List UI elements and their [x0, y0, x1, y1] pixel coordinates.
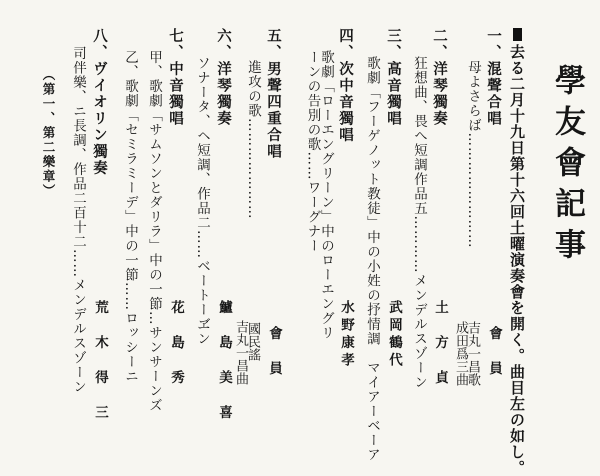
program-item-1-performer: 會 員	[486, 326, 502, 379]
program-item-5-heading: 五、男聲四重合唱	[265, 28, 282, 160]
program-item-6-performer: 鱸 島 美 喜	[216, 300, 232, 423]
program-item-8-performer: 荒 木 得 三	[92, 300, 108, 423]
program-item-5-work: 進攻の歌…………………	[245, 60, 261, 220]
program-item-6-heading: 六、洋琴獨奏	[215, 28, 232, 127]
program-item-1-work: 母よさらば……………………	[465, 60, 481, 249]
program-item-1-heading	[486, 28, 501, 127]
program-item-7-sub-b: 乙、歌劇「セミラミーデ」中の一節……ロッシーニ	[122, 50, 138, 384]
program-item-8-note: （第一、第二樂章）	[41, 68, 56, 199]
square-bullet-icon	[513, 28, 522, 41]
program-item-2-performer: 土 方 貞	[432, 300, 448, 388]
program-item-7-sub-a: 甲、歌劇「サムソンとダリラ」中の一節…サンサーンズ	[146, 50, 162, 413]
program-item-1-composer: 吉丸一昌歌	[465, 321, 480, 386]
program-item-5-composer-2: 吉丸一昌曲	[233, 320, 248, 385]
item-number: 一、	[485, 28, 502, 61]
program-item-3-heading: 三、高音獨唱	[385, 28, 402, 127]
program-item-4-heading: 四、次中音獨唱	[337, 28, 354, 144]
program-item-2-heading: 二、洋琴獨奏	[431, 28, 448, 127]
program-item-5-composer: 國民謠	[245, 322, 260, 361]
program-item-6-work: ソナータ、ヘ短調、作品二……ベートーヹン	[194, 56, 210, 346]
program-item-3-performer: 武岡鶴代	[386, 300, 402, 370]
item-heading: 混聲合唱	[485, 61, 502, 127]
program-item-4-work: 歌劇「ローエングリーン」中のローエングリーンの告別の歌……ワーグナー	[304, 50, 334, 340]
program-item-3-work: 歌劇「フーゲノット教徒」中の小姓の抒情調 マイアーベーア	[364, 56, 380, 462]
page-title: 學友會記事	[549, 64, 585, 269]
program-item-2-work: 狂想曲、畏へ短調作品五…………メンデルスゾーン	[411, 56, 427, 390]
program-item-5-performer: 會 員	[266, 326, 282, 379]
program-item-7-heading: 七、中音獨唱	[167, 28, 184, 127]
program-item-7-performer: 花 島 秀	[168, 300, 184, 388]
intro-sentence: 去る二月十九日第十六回土曜演奏會を開く。曲目左の如し。	[508, 44, 526, 476]
program-item-4-performer: 水野康孝	[338, 300, 354, 370]
program-item-8-heading: 八、ヴイオリン獨奏	[91, 28, 108, 177]
intro-text	[509, 28, 524, 476]
program-item-8-work: 司伴樂、ニ長調、作品二百十二……メンデルスゾーン	[70, 46, 86, 394]
program-item-1-composer-2: 成田爲三曲	[453, 321, 468, 386]
